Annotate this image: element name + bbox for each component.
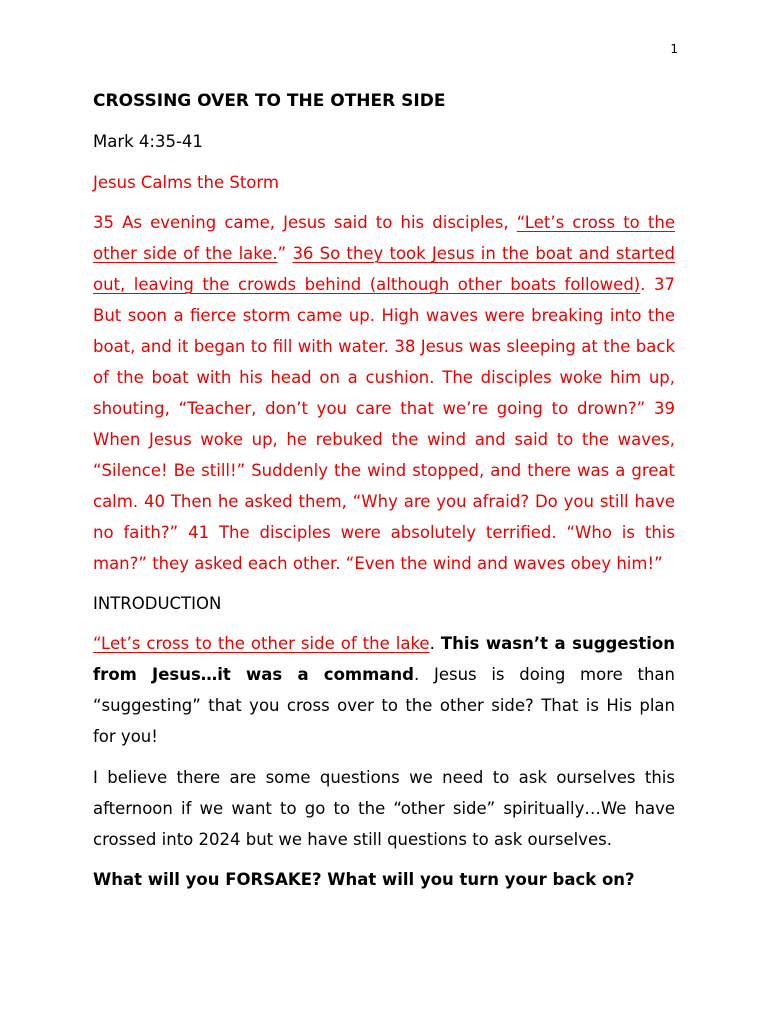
body-paragraph: I believe there are some questions we need to ask ourselves this afternoon if we want to go to the “other side” spiritually…We have crossed into 2024 but we have still questions to ask ourselves. [93,767,675,849]
intro-heading: INTRODUCTION [93,594,222,614]
passage-quote-underlined: “Let’s cross to the other side of the lake. [93,212,675,263]
intro-dot: . [429,634,441,654]
question-heading: What will you FORSAKE? What will you turn your back on? [93,870,635,890]
section-heading: Jesus Calms the Storm [93,172,279,192]
passage-text-rest: . 37 But soon a fierce storm came up. High waves were breaking into the boat, and it began to fill with water. 38 Jesus was sleeping at the back of the boat with his head on a cushion. The disciples woke him up, shouting, “Teacher, don’t you care that we’re going to drown?” 39 When Jesus woke up, he rebuked the wind and said to the waves, “Silence! Be still!” Suddenly the wind stopped, and there was a great calm. 40 Then he asked them, “Why are you afraid? Do you still have no faith?” 41 The disciples were absolutely terrified. “Who is this man?” they asked each other. “Even the wind and waves obey him!” [93,274,675,573]
page-number: 1 [670,42,678,56]
passage-verse-underlined: 36 So they took Jesus in the boat and started out, leaving the crowds behind (although other boats followed) [93,243,675,294]
intro-paragraph [93,628,675,752]
passage-quote-end: ” [277,243,287,263]
scripture-passage [93,207,675,579]
intro-bold: This wasn’t a suggestion from Jesus…it was a command [93,634,675,685]
document-body [93,86,675,904]
scripture-reference: Mark 4:35-41 [93,132,203,152]
intro-rest: . Jesus is doing more than “suggesting” that you cross over to the other side? That is His plan for you! [93,665,675,747]
document-title: CROSSING OVER TO THE OTHER SIDE [93,91,446,111]
intro-quote: “Let’s cross to the other side of the lake [93,634,430,654]
passage-text: 35 As evening came, Jesus said to his disciples, [93,212,517,232]
